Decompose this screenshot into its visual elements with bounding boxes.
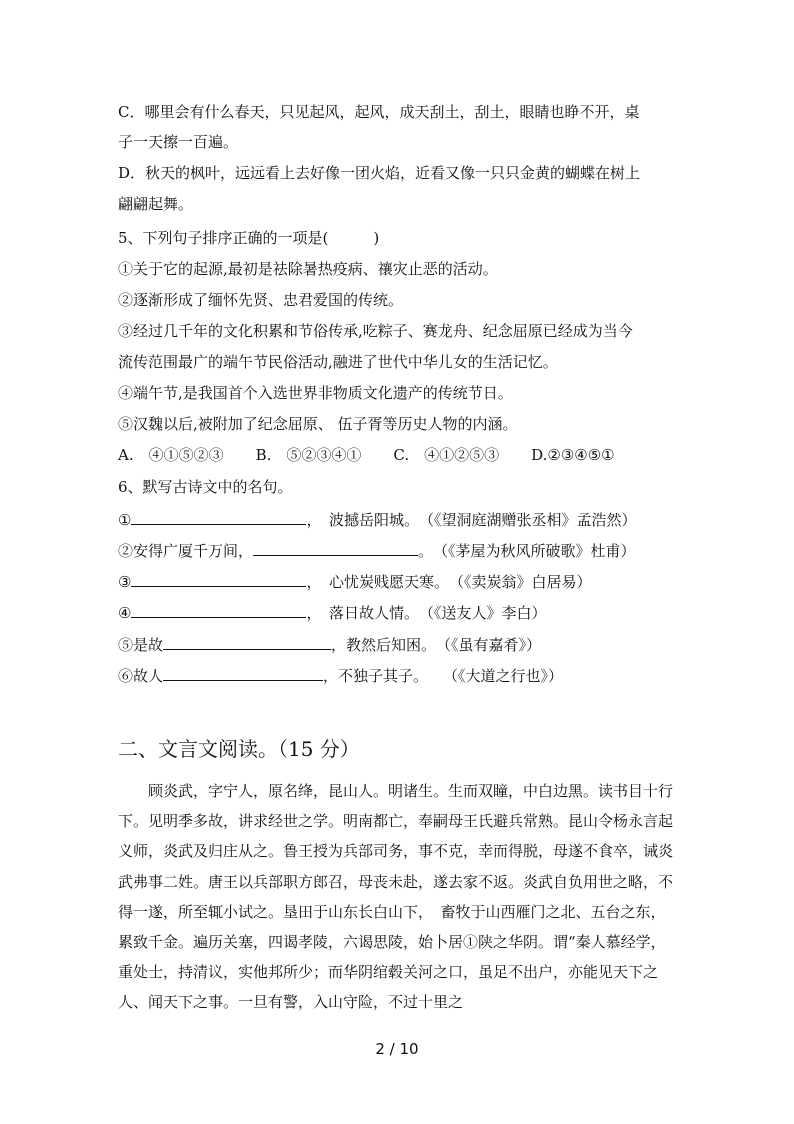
q6-line-3-prefix: ③: [118, 573, 132, 591]
question-6-stem: 6、默写古诗文中的名句。: [118, 478, 293, 496]
q6-line-4-prefix: ④: [118, 604, 132, 622]
q5-option-a: A. ④①⑤②③: [118, 446, 224, 464]
q6-line-5-suffix: ，教然后知困。 （《虽有嘉肴》）: [331, 636, 542, 654]
option-c-line2: 子一天擦一百遍。: [118, 133, 239, 151]
q5-sentence-5: ⑤汉魏以后,被附加了纪念屈原、 伍子胥等历史人物的内涵。: [118, 415, 518, 433]
classical-passage: [118, 776, 678, 1018]
fill-blank-1[interactable]: [131, 508, 306, 525]
fill-blank-2[interactable]: [253, 539, 418, 556]
q5-sentence-3-line1: ③经过几千年的文化积累和节俗传承,吃粽子、赛龙舟、纪念屈原已经成为当今: [118, 322, 633, 340]
q6-line-1-suffix: ， 波撼岳阳城。 （《望洞庭湖赠张丞相》孟浩然）: [306, 511, 637, 529]
q5-sentence-1: ①关于它的起源,最初是祛除暑热疫病、禳灾止恶的活动。: [118, 260, 498, 278]
q5-option-b: B. ⑤②③④①: [255, 446, 362, 464]
fill-blank-3[interactable]: [131, 570, 306, 587]
q6-line-3-suffix: ， 心忧炭贱愿天寒。 （《卖炭翁》白居易）: [306, 573, 592, 591]
fill-blank-6[interactable]: [163, 664, 323, 681]
fill-blank-4[interactable]: [131, 601, 306, 618]
q5-options: [118, 445, 615, 465]
q6-line-2-prefix: ②安得广厦千万间，: [118, 542, 254, 560]
q6-line-3: [118, 570, 591, 592]
section-2-title: 二、文言文阅读。（15 分）: [118, 737, 360, 761]
q6-line-2: [118, 539, 636, 561]
q6-line-1: [118, 508, 636, 530]
q5-option-d: D.②③④⑤①: [531, 446, 615, 464]
q6-line-6-suffix: ，不独子其子。 （《大道之行也》）: [323, 667, 564, 685]
q5-option-c: C. ④①②⑤③: [393, 446, 500, 464]
q6-line-5: [118, 633, 541, 655]
q6-line-1-prefix: ①: [118, 511, 132, 529]
option-d-line1: D．秋天的枫叶，远远看上去好像一团火焰，近看又像一只只金黄的蝴蝶在树上: [118, 164, 641, 182]
q6-line-6: [118, 664, 563, 686]
q6-line-6-prefix: ⑥故人: [118, 667, 164, 685]
q6-line-2-suffix: 。 （《茅屋为秋风所破歌》杜甫）: [418, 542, 636, 560]
fill-blank-5[interactable]: [163, 633, 331, 650]
q6-line-4-suffix: ， 落日故人情。 （《送友人》李白）: [306, 604, 547, 622]
q5-sentence-4: ④端午节,是我国首个入选世界非物质文化遗产的传统节日。: [118, 384, 513, 402]
q5-sentence-2: ②逐渐形成了缅怀先贤、忠君爱国的传统。: [118, 291, 404, 309]
page-number: 2 / 10: [375, 1040, 419, 1058]
option-d-line2: 翩翩起舞。: [118, 195, 194, 213]
q6-line-4: [118, 601, 546, 623]
question-5-stem: 5、下列句子排序正确的一项是( ): [118, 229, 380, 247]
q5-sentence-3-line2: 流传范围最广的端午节民俗活动,融进了世代中华儿女的生活记忆。: [118, 353, 558, 371]
option-c-line1: C．哪里会有什么春天，只见起风，起风，成天刮土，刮土，眼睛也睁不开，桌: [118, 103, 640, 121]
q6-line-5-prefix: ⑤是故: [118, 636, 164, 654]
passage-text: 顾炎武，字宁人，原名绛，昆山人。明诸生。生而双瞳，中白边黑。读书目十行下。见明季多故，讲求经世之学。明南都亡，奉嗣母王氏避兵常熟。昆山令杨永言起义师，炎武及归庄从之。鲁王授为兵部司务，事不克，幸而得脱，母遂不食卒，诫炎武弗事二姓。唐王以兵部职方郎召，母丧未赴，遂去家不返。炎武自负用世之略，不得一遂，所至辄小试之。垦田于山东长白山下， 畜牧于山西雁门之北、五台之东，累致千金。遍历关塞，四谒孝陵，六谒思陵，始卜居①陕之华阴。谓“秦人慕经学，重处士，持清议，实他邦所少；而华阴绾毂关河之口，虽足不出户，亦能见天下之人、闻天下之事。一旦有警，入山守险，不过十里之: [118, 782, 674, 1012]
